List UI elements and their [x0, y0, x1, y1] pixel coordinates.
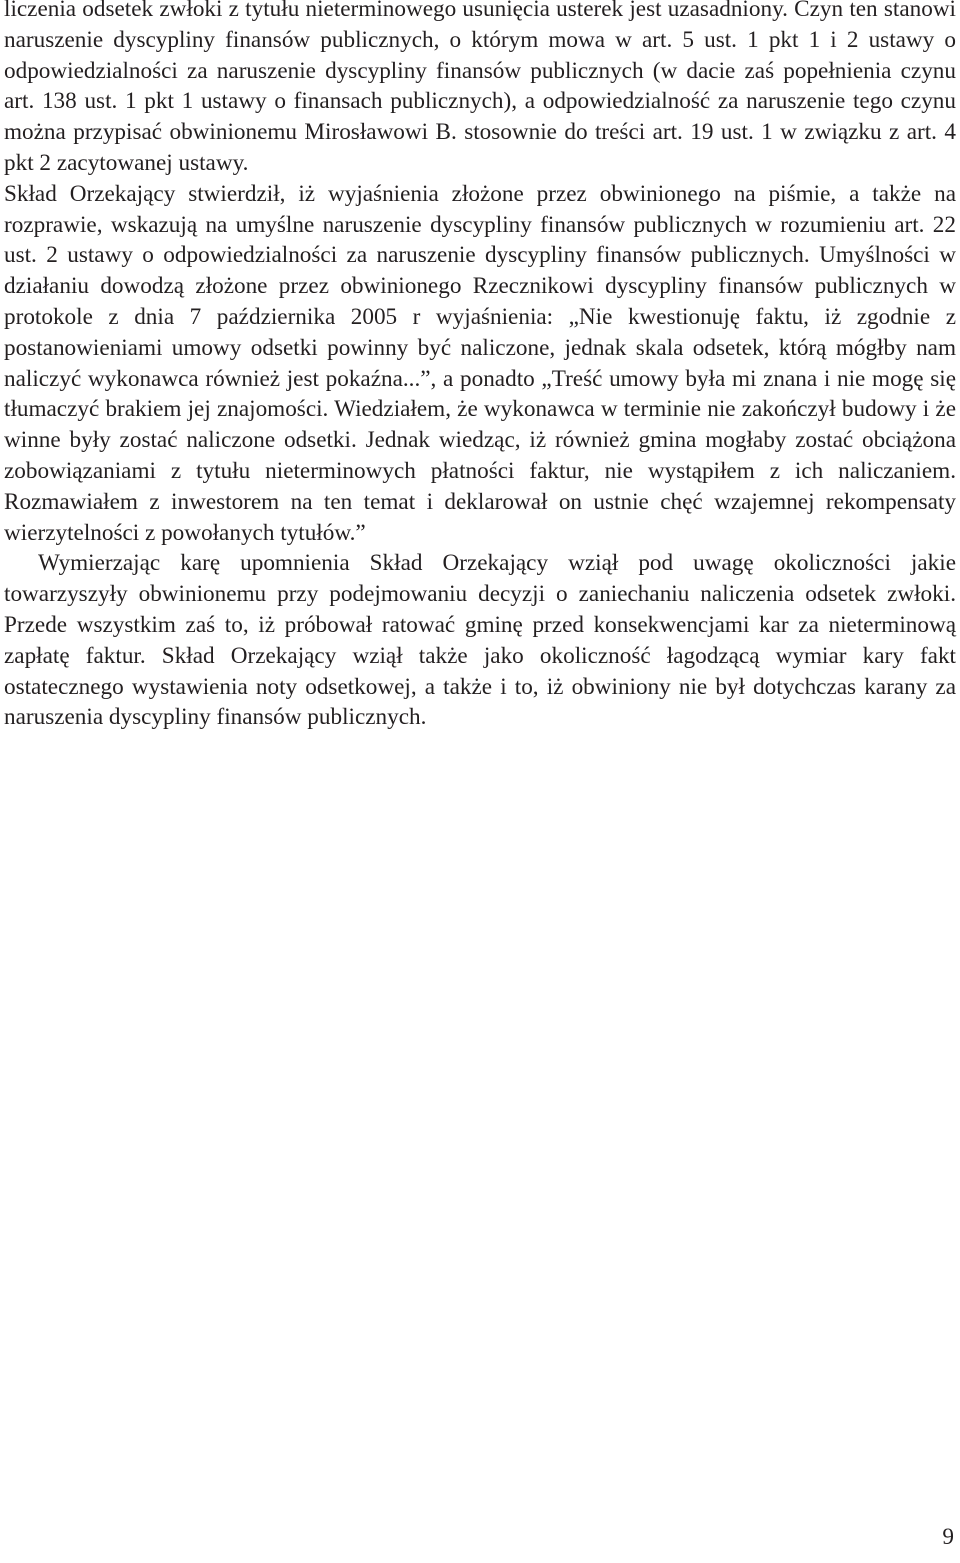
document-body	[4, 0, 956, 733]
page-number: 9	[942, 1524, 954, 1550]
paragraph-finding: Skład Orzekający stwierdził, iż wyjaśnienia złożone przez obwinionego na piśmie, a także na rozprawie, wskazują na umyślne naruszenie dyscypliny finansów publicznych w rozumieniu art. 22 ust. 2 ustawy o odpowiedzialności za naruszenie dyscypliny finansów publicznych. Umyślności w działaniu dowodzą złożone przez obwinionego Rzecznikowi dyscypliny finansów publicznych w protokole z dnia 7 października 2005 r wyjaśnienia: „Nie kwestionuję faktu, iż zgodnie z postanowieniami umowy odsetki powinny być naliczone, jednak skala odsetek, którą mógłby nam naliczyć wykonawca również jest pokaźna...”, a ponadto „Treść umowy była mi znana i nie mogę się tłumaczyć brakiem jej znajomości. Wiedziałem, że wykonawca w terminie nie zakończył budowy i że winne były zostać naliczone odsetki. Jednak wiedząc, iż również gmina mogłaby zostać obciążona zobowiązaniami z tytułu nieterminowych płatności faktur, nie wystąpiłem z ich naliczaniem. Rozmawiałem z inwestorem na ten temat i deklarował on ustnie chęć wzajemnej rekompensaty wierzytelności z powołanych tytułów.”	[4, 180, 956, 546]
paragraph-continued: liczenia odsetek zwłoki z tytułu nieterminowego usunięcia usterek jest uzasadniony. Czyn ten stanowi naruszenie dyscypliny finansów publicznych, o którym mowa w art. 5 ust. 1 pkt 1 i 2 ustawy o odpowiedzialności za naruszenie dyscypliny finansów publicznych (w dacie zaś popełnienia czynu art. 138 ust. 1 pkt 1 ustawy o finansach publicznych), a odpowiedzialność za naruszenie tego czynu można przypisać obwinionemu Mirosławowi B. stosownie do treści art. 19 ust. 1 w związku z art. 4 pkt 2 zacytowanej ustawy.	[4, 0, 956, 176]
paragraph-penalty: Wymierzając karę upomnienia Skład Orzekający wziął pod uwagę okoliczności jakie towarzyszyły obwinionemu przy podejmowaniu decyzji o zaniechaniu naliczenia odsetek zwłoki. Przede wszystkim zaś to, iż próbował ratować gminę przed konsekwencjami kar za nieterminową zapłatę faktur. Skład Orzekający wziął także jako okoliczność łagodzącą wymiar kary fakt ostatecznego wystawienia noty odsetkowej, a także i to, iż obwiniony nie był dotychczas karany za naruszenia dyscypliny finansów publicznych.	[4, 550, 956, 731]
